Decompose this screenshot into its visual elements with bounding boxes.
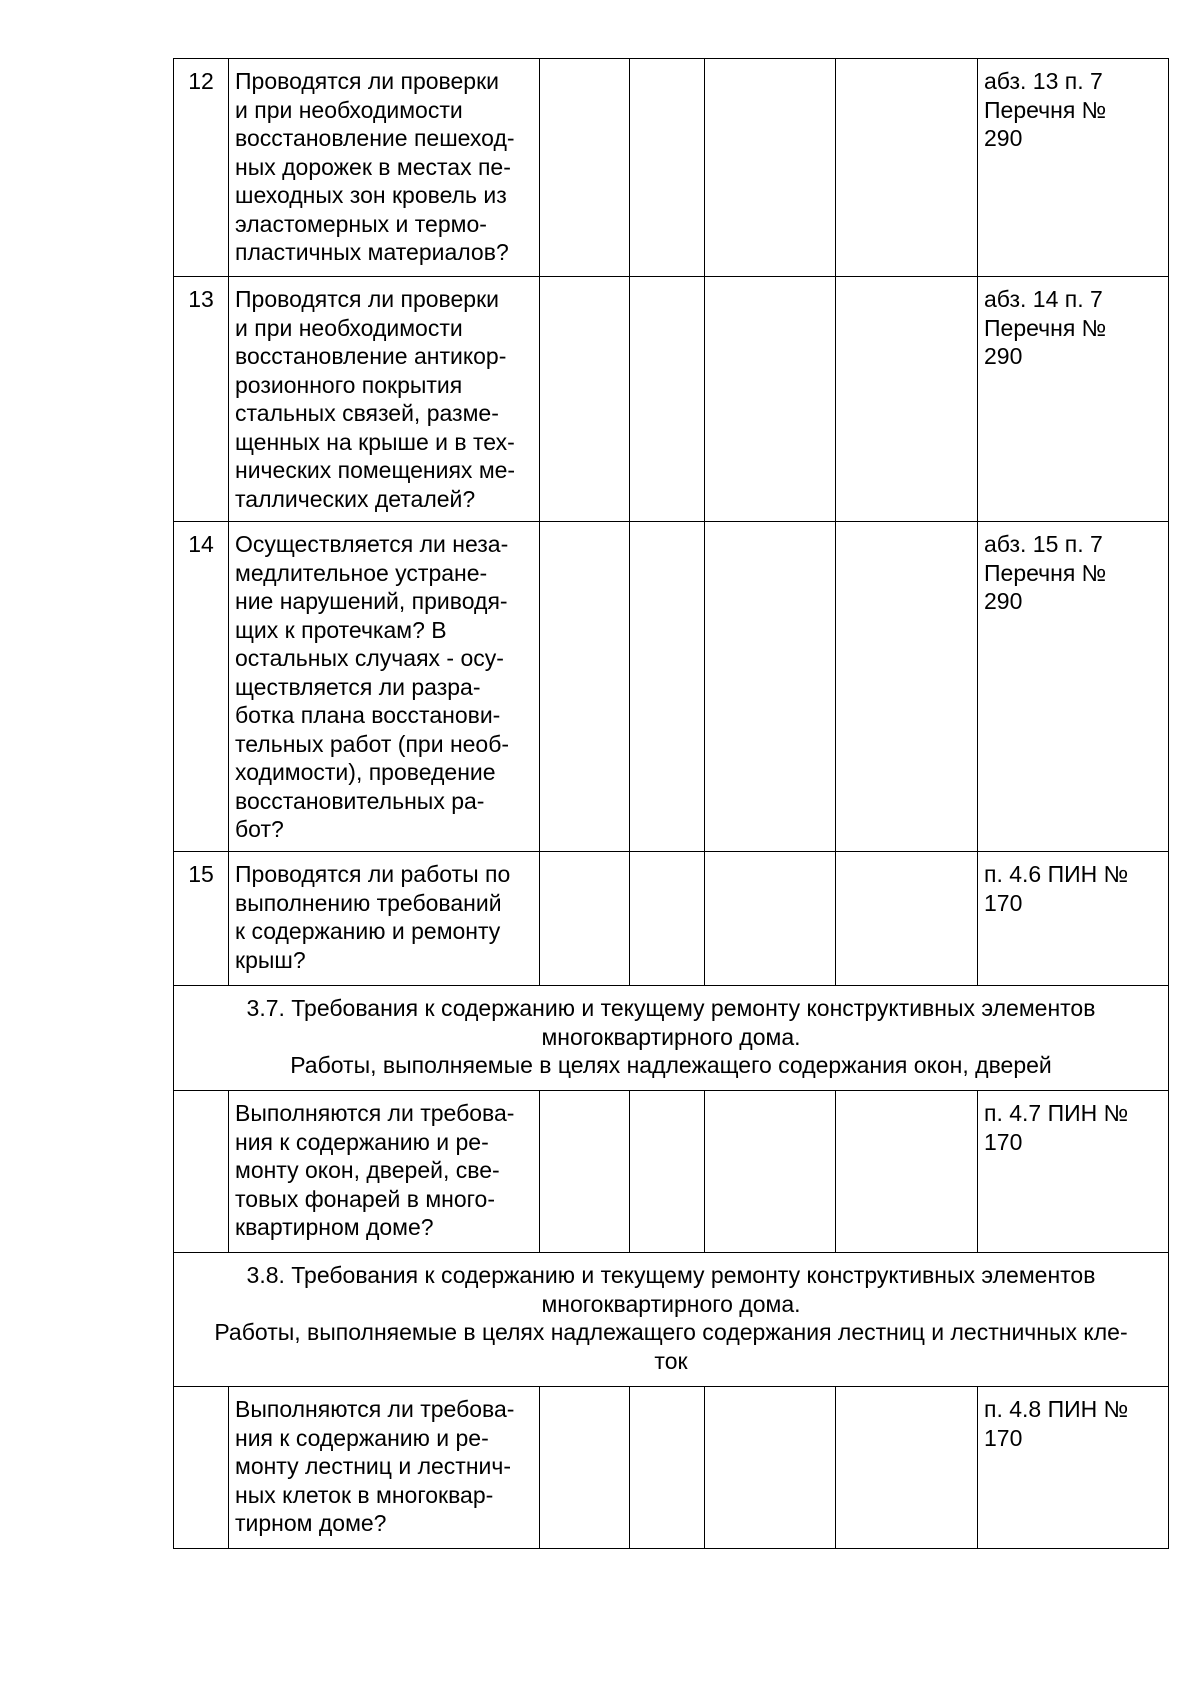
section-heading-line: многоквартирного дома. xyxy=(541,1023,801,1050)
answer-na-cell xyxy=(705,59,836,277)
question-line: выполнению требований xyxy=(235,889,502,916)
answer-no-cell xyxy=(630,1387,705,1549)
section-heading-line: многоквартирного дома. xyxy=(541,1290,801,1317)
answer-no-cell xyxy=(630,522,705,852)
question-line: Проводятся ли работы по xyxy=(235,861,511,887)
answer-no-cell xyxy=(630,277,705,522)
answer-yes-cell xyxy=(540,277,630,522)
question-line: ходимости), проведение xyxy=(235,759,496,785)
reference-line: абз. 13 п. 7 xyxy=(984,68,1103,94)
table-row xyxy=(174,1387,1169,1549)
section-heading-line: 3.8. Требования к содержанию и текущему ремонту конструктивных элементов xyxy=(246,1262,1096,1288)
question-line: квартирном доме? xyxy=(235,1214,434,1240)
question-line: тельных работ (при необ- xyxy=(235,730,510,757)
question-line: пластичных материалов? xyxy=(235,239,509,265)
question-line: нических помещениях ме- xyxy=(235,457,516,483)
reference-cell xyxy=(978,522,1169,852)
item-number xyxy=(174,1091,229,1253)
section-heading-line: ток xyxy=(654,1347,688,1374)
reference-cell xyxy=(978,852,1169,986)
question-line: Проводятся ли проверки xyxy=(235,68,500,94)
question-line: ния к содержанию и ре- xyxy=(235,1424,489,1451)
answer-na-cell xyxy=(705,1387,836,1549)
question-line: к содержанию и ремонту xyxy=(235,918,501,944)
reference-line: 290 xyxy=(984,588,1023,614)
reference-cell xyxy=(978,1387,1169,1549)
question-line: щенных на крыше и в тех- xyxy=(235,428,515,455)
reference-line: п. 4.8 ПИН № xyxy=(984,1396,1129,1422)
section-heading-line: Работы, выполняемые в целях надлежащего содержания лестниц и лестничных кле- xyxy=(214,1319,1128,1345)
notes-cell xyxy=(836,59,978,277)
question-cell xyxy=(229,522,540,852)
table-row xyxy=(174,1091,1169,1253)
answer-yes-cell xyxy=(540,59,630,277)
question-line: ботка плана восстанови- xyxy=(235,702,501,728)
answer-yes-cell xyxy=(540,1387,630,1549)
notes-cell xyxy=(836,522,978,852)
reference-line: 170 xyxy=(984,1424,1023,1451)
answer-yes-cell xyxy=(540,522,630,852)
question-line: восстановление антикор- xyxy=(235,343,507,369)
answer-yes-cell xyxy=(540,1091,630,1253)
answer-no-cell xyxy=(630,852,705,986)
question-line: шеходных зон кровель из xyxy=(235,182,507,208)
section-header-row xyxy=(174,986,1169,1091)
question-line: Осуществляется ли неза- xyxy=(235,531,509,557)
reference-line: Перечня № xyxy=(984,96,1107,123)
reference-line: 170 xyxy=(984,889,1023,916)
question-cell xyxy=(229,277,540,522)
reference-line: 290 xyxy=(984,343,1023,369)
question-line: крыш? xyxy=(235,946,306,973)
reference-cell xyxy=(978,59,1169,277)
reference-line: 170 xyxy=(984,1128,1023,1155)
reference-cell xyxy=(978,1091,1169,1253)
item-number xyxy=(174,1387,229,1549)
reference-line: 290 xyxy=(984,125,1023,151)
question-line: розионного покрытия xyxy=(235,371,463,398)
checklist-table xyxy=(173,58,1169,1549)
question-line: восстановление пешеход- xyxy=(235,125,515,151)
question-line: ных дорожек в местах пе- xyxy=(235,153,511,180)
item-number: 12 xyxy=(174,59,229,277)
question-line: эластомерных и термо- xyxy=(235,210,487,237)
notes-cell xyxy=(836,277,978,522)
notes-cell xyxy=(836,852,978,986)
question-cell xyxy=(229,1091,540,1253)
reference-line: абз. 14 п. 7 xyxy=(984,286,1103,312)
section-heading xyxy=(174,986,1169,1091)
item-number: 13 xyxy=(174,277,229,522)
question-line: остальных случаях - осу- xyxy=(235,645,504,671)
question-cell xyxy=(229,59,540,277)
section-heading-line: Работы, выполняемые в целях надлежащего содержания окон, дверей xyxy=(290,1052,1052,1078)
question-line: товых фонарей в много- xyxy=(235,1185,495,1212)
item-number: 14 xyxy=(174,522,229,852)
answer-no-cell xyxy=(630,1091,705,1253)
table-row xyxy=(174,277,1169,522)
answer-na-cell xyxy=(705,277,836,522)
question-line: стальных связей, разме- xyxy=(235,400,499,426)
notes-cell xyxy=(836,1387,978,1549)
reference-line: Перечня № xyxy=(984,559,1107,586)
answer-yes-cell xyxy=(540,852,630,986)
table-row xyxy=(174,852,1169,986)
reference-cell xyxy=(978,277,1169,522)
reference-line: Перечня № xyxy=(984,314,1107,341)
item-number: 15 xyxy=(174,852,229,986)
notes-cell xyxy=(836,1091,978,1253)
question-line: Проводятся ли проверки xyxy=(235,286,500,312)
question-line: монту лестниц и лестнич- xyxy=(235,1453,512,1479)
question-line: ния к содержанию и ре- xyxy=(235,1128,489,1155)
answer-na-cell xyxy=(705,522,836,852)
table-row xyxy=(174,522,1169,852)
question-line: медлительное устране- xyxy=(235,559,488,586)
question-cell xyxy=(229,1387,540,1549)
question-cell xyxy=(229,852,540,986)
question-line: восстановительных ра- xyxy=(235,787,485,814)
question-line: и при необходимости xyxy=(235,314,463,341)
question-line: ных клеток в многоквар- xyxy=(235,1481,494,1508)
answer-na-cell xyxy=(705,1091,836,1253)
question-line: монту окон, дверей, све- xyxy=(235,1157,500,1183)
question-line: тирном доме? xyxy=(235,1510,387,1536)
answer-no-cell xyxy=(630,59,705,277)
table-row xyxy=(174,59,1169,277)
answer-na-cell xyxy=(705,852,836,986)
question-line: бот? xyxy=(235,816,284,842)
question-line: ществляется ли разра- xyxy=(235,673,481,700)
reference-line: абз. 15 п. 7 xyxy=(984,531,1103,557)
reference-line: п. 4.6 ПИН № xyxy=(984,861,1129,887)
section-heading-line: 3.7. Требования к содержанию и текущему ремонту конструктивных элементов xyxy=(246,995,1096,1021)
question-line: ние нарушений, приводя- xyxy=(235,588,508,614)
question-line: Выполняются ли требова- xyxy=(235,1396,515,1422)
question-line: и при необходимости xyxy=(235,96,463,123)
question-line: Выполняются ли требова- xyxy=(235,1100,515,1126)
reference-line: п. 4.7 ПИН № xyxy=(984,1100,1129,1126)
question-line: таллических деталей? xyxy=(235,485,476,512)
section-heading xyxy=(174,1253,1169,1387)
section-header-row xyxy=(174,1253,1169,1387)
question-line: щих к протечкам? В xyxy=(235,616,447,643)
